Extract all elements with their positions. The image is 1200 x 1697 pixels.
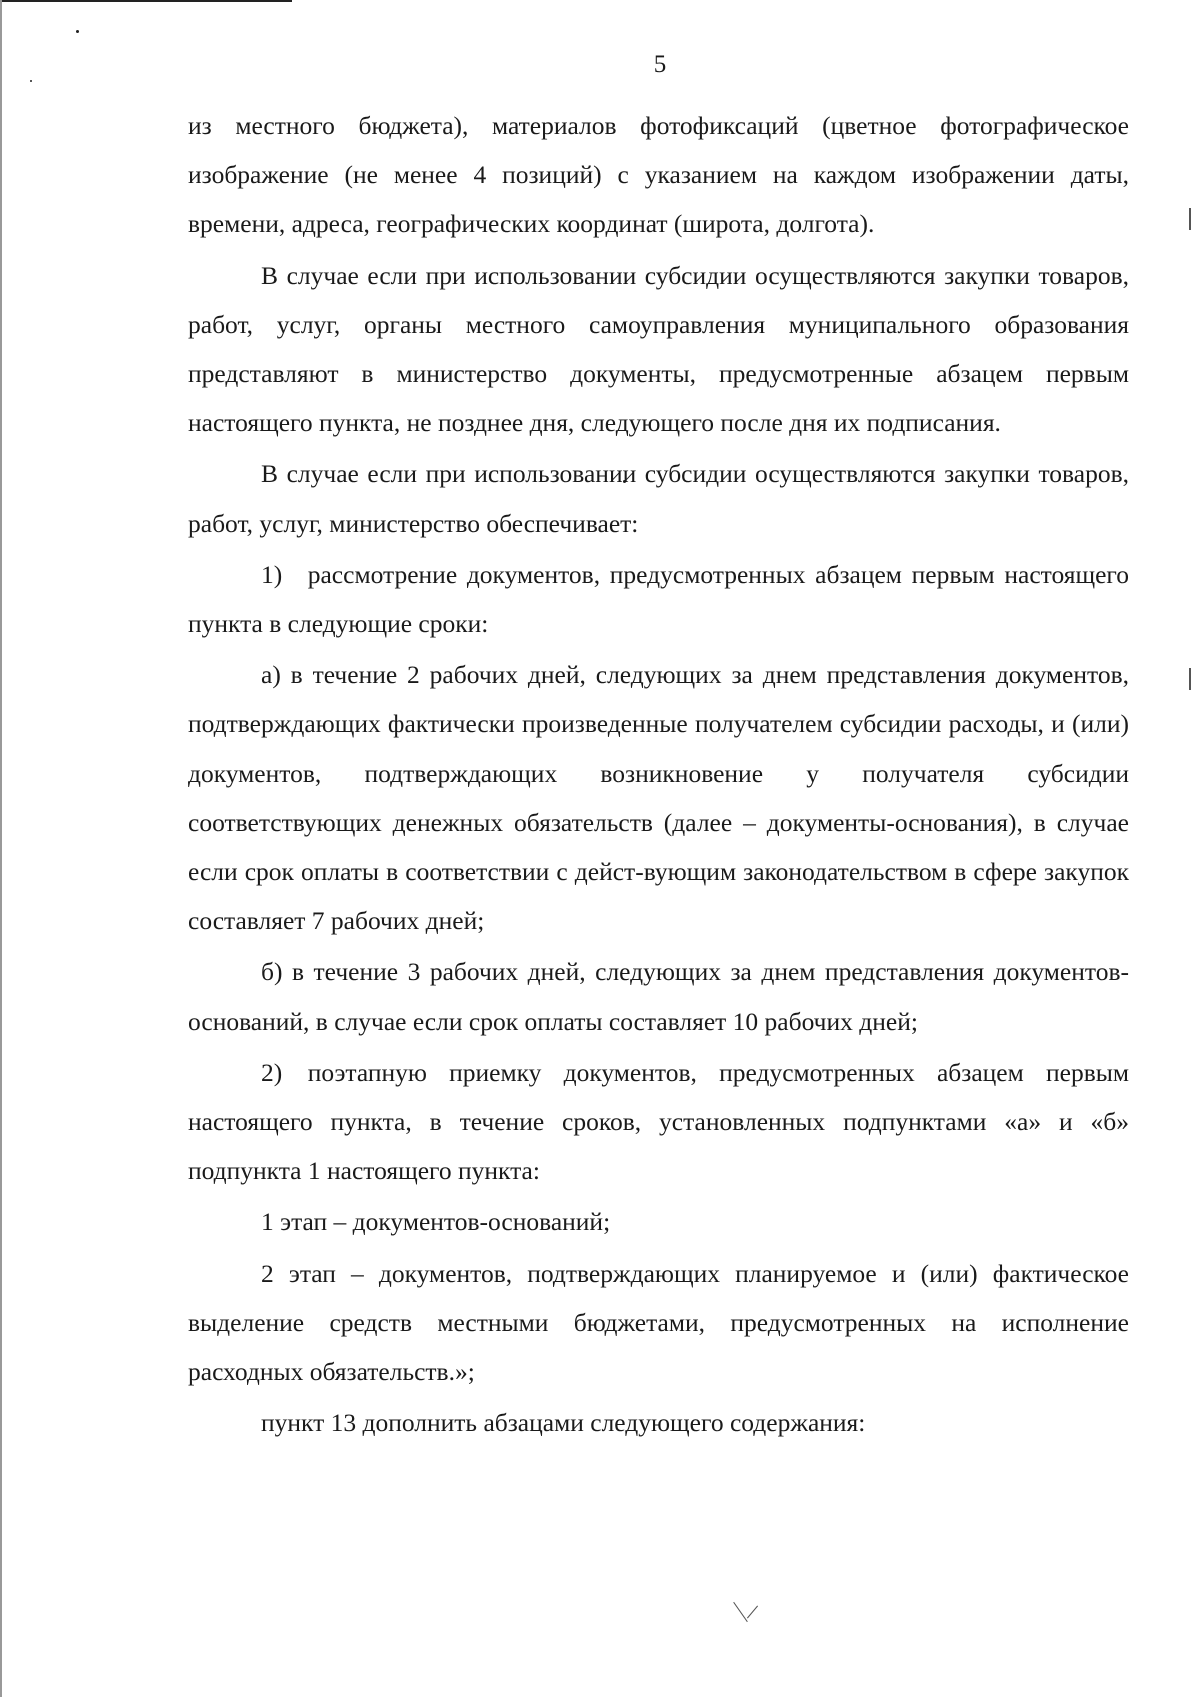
page-number: 5 [653, 51, 667, 78]
paragraph: 2 этап – документов, подтверждающих планируемое и (или) фактическое выделение средств местными бюджетами, предусмотренных на исполнение расходных обязательств.»; [188, 1258, 1129, 1387]
list-subitem: а) в течение 2 рабочих дней, следующих за днем представления документов, подтверждающих фактически произведенные получателем субсидии расходы, и (или) документов, подтверждающих возникновение у получателя субсидии соответствующих денежных обязательств (далее – документы-основания), в случае если срок оплаты в соответствии с дейст-вующим законодательством в сфере закупок составляет 7 рабочих дней; [188, 660, 1129, 936]
scan-mark [733, 1602, 748, 1622]
scan-mark [747, 1606, 758, 1619]
scan-mark [1189, 668, 1191, 690]
scan-edge-left [0, 0, 2, 1697]
document-body [188, 101, 1129, 1447]
list-subitem: б) в течение 3 рабочих дней, следующих за днем представления документов-оснований, в случае если срок оплаты составляет 10 рабочих дней; [188, 957, 1129, 1036]
scan-speck [76, 30, 79, 33]
paragraph: 1 этап – документов-оснований; [261, 1207, 611, 1237]
paragraph: пункт 13 дополнить абзацами следующего содержания: [261, 1408, 866, 1438]
paragraph: В случае если при использовании субсидии осуществляются закупки товаров, работ, услуг, министерство обеспечивает: [188, 459, 1129, 538]
paragraph: из местного бюджета), материалов фотофиксаций (цветное фотографическое изображение (не менее 4 позиций) с указанием на каждом изображении даты, времени, адреса, географических координат (широта, долгота). [188, 111, 1129, 239]
scan-edge-top [0, 0, 292, 2]
scan-speck [30, 80, 32, 82]
list-item: 2) поэтапную приемку документов, предусмотренных абзацем первым настоящего пункта, в течение сроков, установленных подпунктами «а» и «б» подпункта 1 настоящего пункта: [188, 1057, 1129, 1186]
paragraph: В случае если при использовании субсидии осуществляются закупки товаров, работ, услуг, органы местного самоуправления муниципального образования представляют в министерство документы, предусмотренные абзацем первым настоящего пункта, не позднее дня, следующего после дня их подписания. [188, 260, 1129, 438]
scan-mark [1189, 208, 1191, 230]
list-item: 1) рассмотрение документов, предусмотренных абзацем первым настоящего пункта в следующие сроки: [188, 559, 1129, 639]
